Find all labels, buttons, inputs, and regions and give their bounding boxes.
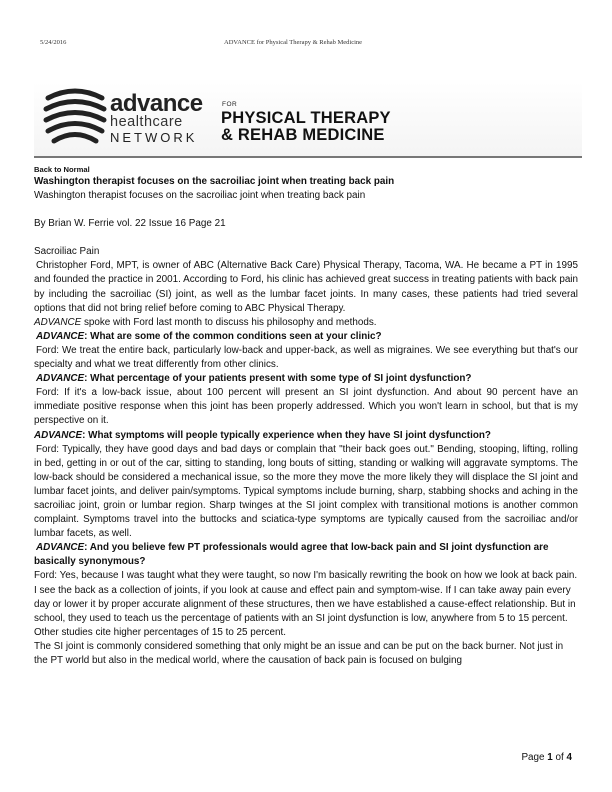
- page-of-label: of: [552, 752, 567, 763]
- page-number: [521, 752, 572, 763]
- page-current: 1: [547, 752, 553, 763]
- answer-3: Ford: Typically, they have good days and bad days or complain that "their back goes out." Bending, stooping, lifting, rolling in bed, getting in or out of the car, sitting to standing, long bouts of sitting, standing or walking will aggravate symptoms. The low-back should be considered a mechanical issue, so the more they move the more likely they will displace the SI joint and lumbar facet joints, and deliver pain/symptoms. Typical symptoms include burning, sharp, stabbing shocks and aching in the sacroiliac joint, groin or lumbar region. Sharp twinges at the SI joint complex with transitional motions is another common complaint. Symptoms travel into the buttocks and sciatica-type symptoms are typically caused from the sacroiliac and/or lumbar facets, as well.: [34, 443, 578, 540]
- banner-divider: [34, 156, 582, 158]
- intro-paragraph: Christopher Ford, MPT, is owner of ABC (Alternative Back Care) Physical Therapy, Tacoma, WA. He became a PT in 1995 and founded the practice in 2001. According to Ford, his clinic has achieved great success in treating patients with back pain by including the sacroiliac (SI) joint, as well as the lumbar facet joints. In many cases, these patients had tried several options that did not bring relief before coming to ABC Physical Therapy.: [34, 260, 578, 314]
- publication-title-line1: PHYSICAL THERAPY: [221, 109, 391, 127]
- advance-label: ADVANCE: [34, 316, 82, 328]
- question-1: [34, 330, 578, 344]
- article-body: [34, 165, 578, 668]
- brand-wordmark: [110, 92, 203, 144]
- article-kicker: Back to Normal: [34, 165, 90, 174]
- question-4: [34, 541, 578, 569]
- advance-label: ADVANCE: [36, 373, 85, 385]
- article-subhead: Washington therapist focuses on the sacroiliac joint when treating back pain: [34, 190, 366, 202]
- brand-network: NETWORK: [110, 129, 198, 145]
- print-date: 5/24/2016: [40, 39, 67, 46]
- advance-label: ADVANCE: [34, 429, 83, 441]
- question-text: : What symptoms will people typically experience when they have SI joint dysfunction?: [82, 429, 491, 441]
- advance-label: ADVANCE: [36, 542, 85, 554]
- intro-ending: [34, 316, 578, 330]
- publication-banner: [34, 82, 582, 158]
- question-text: : What are some of the common conditions seen at your clinic?: [84, 330, 382, 342]
- brand-name: advance: [110, 90, 203, 117]
- question-2: [34, 372, 578, 386]
- brand-sub: healthcare: [110, 114, 183, 130]
- advance-label: ADVANCE: [36, 330, 85, 342]
- section-heading: Sacroiliac Pain: [34, 246, 100, 258]
- answer-4: Ford: Yes, because I was taught what they were taught, so now I'm basically rewriting the book on how we look at back pain. I see the back as a collection of joints, if you look at cause and effect pain and symptom-wise. If I can take away pain every day or lower it by proper accurate alignment of these structures, then we have established a cause-effect relationship. But in school, they used to teach us the percentage of patients with an SI joint dysfunction is low, anywhere from 5 to 15 percent. Other studies cite higher percentages of 15 to 25 percent.: [34, 570, 578, 638]
- question-text: : And you believe few PT professionals would agree that low-back pain and SI joint dysfunction are basically synonymous?: [34, 542, 549, 568]
- answer-1: Ford: We treat the entire back, particularly low-back and upper-back, as well as migraines. We see everything but that's our specialty and what we treat differently from other clinics.: [34, 344, 578, 371]
- advance-swirl-logo-icon: [42, 86, 108, 148]
- article-byline: By Brian W. Ferrie vol. 22 Issue 16 Page 21: [34, 218, 226, 230]
- publication-title-line2: & REHAB MEDICINE: [221, 126, 385, 144]
- page-total: 4: [566, 752, 572, 763]
- intro-ending-text: spoke with Ford last month to discuss his philosophy and methods.: [81, 316, 377, 328]
- question-3: [34, 429, 578, 443]
- question-text: : What percentage of your patients present with some type of SI joint dysfunction?: [84, 373, 472, 385]
- print-page-title: ADVANCE for Physical Therapy & Rehab Medicine: [224, 39, 363, 46]
- article-headline: Washington therapist focuses on the sacroiliac joint when treating back pain: [34, 176, 395, 187]
- answer-2: Ford: If it's a low-back issue, about 100 percent will present an SI joint dysfunction. And about 90 percent have an immediate positive response when this joint has been properly addressed. Which you won't learn in school, but that is my perspective on it.: [34, 387, 578, 427]
- closing-paragraph: The SI joint is commonly considered something that only might be an issue and can be put on the back burner. Not just in the PT world but also in the medical world, where the causation of back pain is focused on bulging: [34, 640, 564, 666]
- page-label: Page: [521, 752, 548, 763]
- for-label: FOR: [222, 101, 238, 108]
